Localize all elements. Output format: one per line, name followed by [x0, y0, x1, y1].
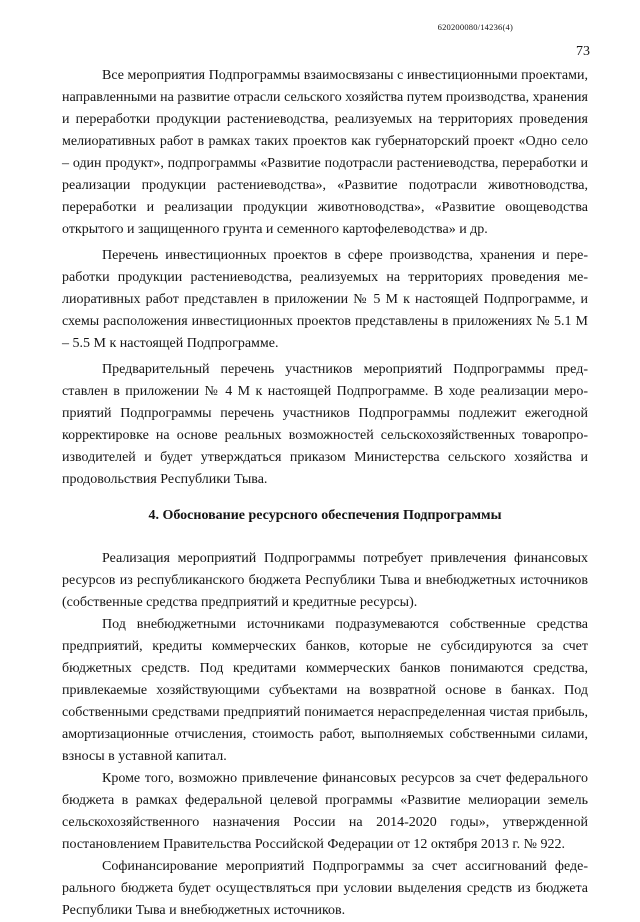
paragraph-project-list: Перечень инвестиционных проектов в сфере производства, хранения и переработки продукции растениеводства, реализуемых на территориях проведения мелиоративных работ представлен в приложении № 5 М к настоящей Подпрограмме, и схемы расположения инвестиционных проектов представлены в приложениях № 5.1 М – 5.5 М к настоящей Подпрограмме. — [62, 248, 588, 351]
paragraph-financing-sources: Реализация мероприятий Подпрограммы потребует привлечения финансовых ресурсов из республиканского бюджета Республики Тыва и внебюджетных источников (собственные средства предприятий и кредитные ресурсы). — [62, 551, 588, 610]
page-number: 73 — [576, 44, 590, 59]
paragraph-participants: Предварительный перечень участников мероприятий Подпрограммы представлен в приложении № 4 М к настоящей Подпрограмме. В ходе реализации мероприятий Подпрограммы перечень участников Подпрограммы подлежит ежегодной корректировке на основе реальных возможностей сельскохозяйственных товаропроизводителей и будет утверждаться приказом Министерства сельского хозяйства и продовольствия Республики Тыва. — [62, 362, 588, 487]
paragraph-cofinancing: Софинансирование мероприятий Подпрограммы за счет ассигнований федерального бюджета будет осуществляться при условии выделения средств из бюджета Республики Тыва и внебюджетных источников. — [62, 859, 588, 918]
document-code: 620200080/14236(4) — [437, 22, 513, 32]
paragraph-extrabudgetary: Под внебюджетными источниками подразумеваются собственные средства предприятий, кредиты коммерческих банков, которые не субсидируются за счет бюджетных средств. Под кредитами коммерческих банков понимаются средства, привлекаемые хозяйствующими субъектами на возвратной основе в банках. Под собственными средствами предприятий понимается нераспределенная чистая прибыль, амортизационные отчисления, стоимость работ, выполняемых собственными силами, взносы в уставной капитал. — [62, 617, 588, 764]
section-heading: 4. Обоснование ресурсного обеспечения Подпрограммы — [148, 508, 502, 523]
document-body — [62, 65, 588, 922]
paragraph-federal-budget: Кроме того, возможно привлечение финансовых ресурсов за счет федерального бюджета в рамках федеральной целевой программы «Развитие мелиорации земель сельскохозяйственного назначения России на 2014-2020 годы», утвержденной постановлением Правительства Российской Федерации от 12 октября 2013 г. № 922. — [62, 771, 588, 852]
paragraph-investment-projects: Все мероприятия Подпрограммы взаимосвязаны с инвестиционными проектами, направленными на развитие отрасли сельского хозяйства путем производства, хранения и переработки продукции растениеводства, реализуемых на территориях проведения мелиоративных работ в рамках таких проектов как губернаторский проект «Одно село – один продукт», подпрограммы «Развитие подотрасли растениеводства, переработки и реализации продукции растениеводства», «Развитие подотрасли животноводства, переработки и реализации продукции животноводства», «Развитие овощеводства открытого и защищенного грунта и семенного картофелеводства» и др. — [62, 68, 588, 237]
